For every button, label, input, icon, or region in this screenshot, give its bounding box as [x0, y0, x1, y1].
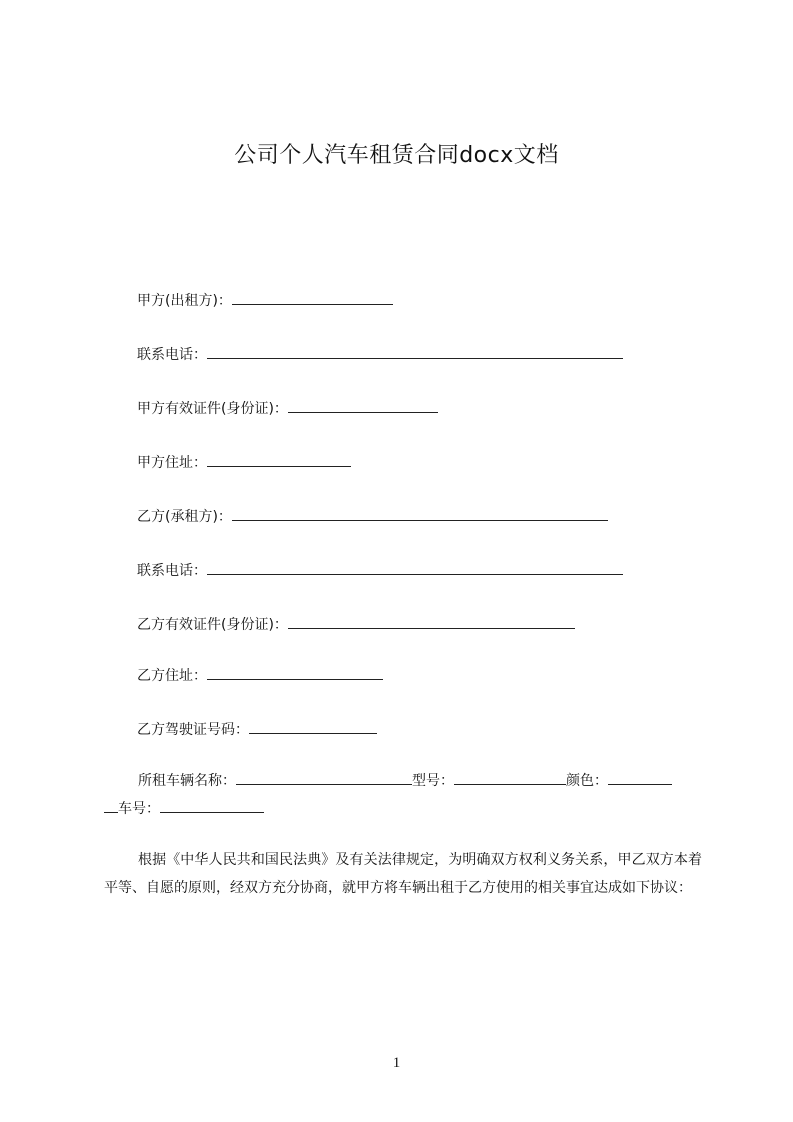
- lessee-name-blank[interactable]: [232, 507, 608, 521]
- lessee-address-field: [137, 666, 383, 686]
- vehicle-name-blank[interactable]: [236, 771, 412, 785]
- lessor-phone-blank[interactable]: [207, 345, 623, 359]
- lessee-license-label: 乙方驾驶证号码：: [137, 722, 249, 738]
- lessee-license-blank[interactable]: [249, 720, 377, 734]
- lessee-id-label: 乙方有效证件(身份证)：: [137, 617, 288, 633]
- lessor-id-field: [137, 399, 438, 419]
- page-number: 1: [392, 1055, 401, 1071]
- lessee-id-field: [137, 615, 575, 635]
- lessor-phone-label: 联系电话：: [137, 347, 207, 363]
- lessee-address-label: 乙方住址：: [137, 668, 207, 684]
- lessee-license-field: [137, 720, 377, 740]
- lessor-id-blank[interactable]: [288, 399, 438, 413]
- vehicle-color-blank-cont[interactable]: [104, 799, 118, 813]
- lessor-name-label: 甲方(出租方)：: [137, 293, 232, 309]
- lessor-address-label: 甲方住址：: [137, 455, 207, 471]
- vehicle-info-block: [104, 767, 704, 823]
- lessee-name-label: 乙方(承租方)：: [137, 509, 232, 525]
- vehicle-color-label: 颜色：: [566, 773, 608, 789]
- lessor-phone-field: [137, 345, 623, 365]
- lessee-address-blank[interactable]: [207, 666, 383, 680]
- lessor-address-field: [137, 453, 351, 473]
- vehicle-plate-blank[interactable]: [160, 799, 264, 813]
- lessee-id-blank[interactable]: [288, 615, 575, 629]
- vehicle-info-line-1: [104, 767, 704, 795]
- lessee-phone-label: 联系电话：: [137, 563, 207, 579]
- vehicle-info-line-2: [104, 795, 704, 823]
- vehicle-name-label: 所租车辆名称：: [138, 773, 236, 789]
- lessee-phone-blank[interactable]: [207, 561, 623, 575]
- lessee-name-field: [137, 507, 608, 527]
- lessor-id-label: 甲方有效证件(身份证)：: [137, 401, 288, 417]
- document-title: 公司个人汽车租赁合同docx文档: [234, 143, 559, 168]
- preamble-paragraph: 根据《中华人民共和国民法典》及有关法律规定，为明确双方权利义务关系，甲乙双方本着平等、自愿的原则，经双方充分协商，就甲方将车辆出租于乙方使用的相关事宜达成如下协议：: [104, 852, 702, 896]
- lessor-name-field: [137, 291, 393, 311]
- lessee-phone-field: [137, 561, 623, 581]
- lessor-address-blank[interactable]: [207, 453, 351, 467]
- vehicle-plate-label: 车号：: [118, 801, 160, 817]
- lessor-name-blank[interactable]: [232, 291, 393, 305]
- vehicle-color-blank[interactable]: [608, 771, 672, 785]
- vehicle-model-label: 型号：: [412, 773, 454, 789]
- vehicle-model-blank[interactable]: [454, 771, 566, 785]
